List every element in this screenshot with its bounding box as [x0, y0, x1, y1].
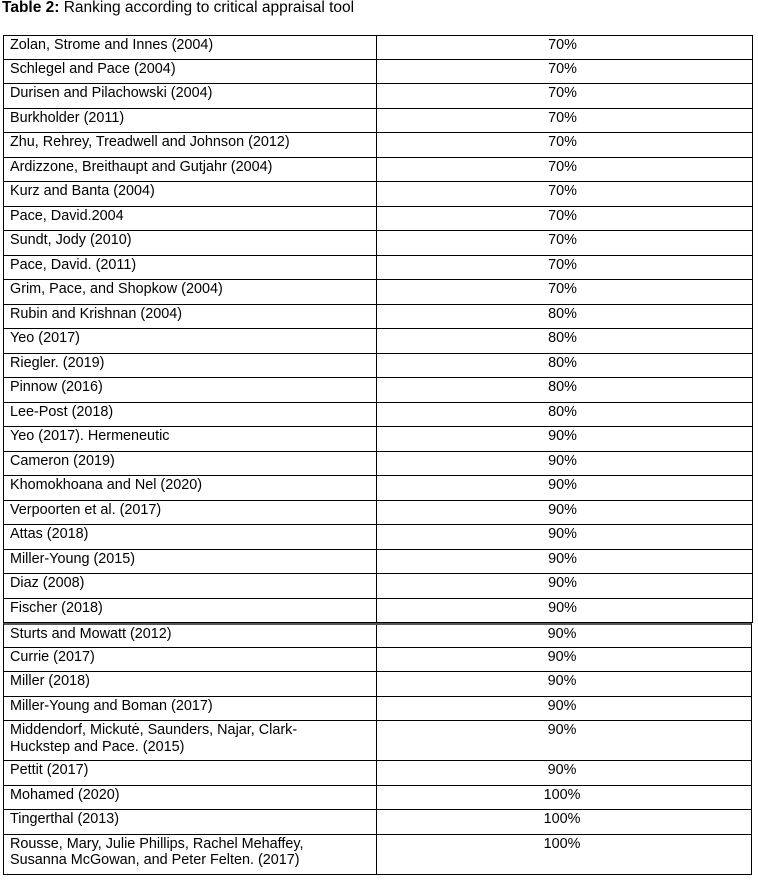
- table-row: [3, 329, 753, 354]
- score-cell: 90%: [548, 477, 577, 493]
- table-row: [3, 231, 753, 256]
- table-row: [3, 354, 753, 379]
- study-cell: Pettit (2017): [4, 761, 377, 785]
- score-cell: 80%: [548, 305, 577, 322]
- table-row: [3, 133, 753, 158]
- table-row: [3, 403, 753, 428]
- study-cell: Verpoorten et al. (2017): [4, 501, 377, 525]
- table-row: [3, 574, 753, 599]
- score-cell: 90%: [547, 673, 577, 689]
- study-cell: Sundt, Jody (2010): [4, 231, 377, 255]
- study-cell: Currie (2017): [4, 648, 377, 672]
- study-cell: Attas (2018): [4, 525, 377, 549]
- score-cell: 90%: [547, 762, 577, 778]
- table-row: [3, 378, 753, 403]
- table-row: [3, 280, 753, 305]
- score-cell: 90%: [548, 599, 577, 616]
- score-cell: 90%: [547, 648, 577, 665]
- study-cell: Middendorf, Mickutė, Saunders, Najar, Clark- Huckstep and Pace. (2015): [4, 721, 377, 760]
- score-cell: 70%: [548, 37, 577, 53]
- table-caption: [2, 0, 354, 18]
- study-cell: Pace, David.2004: [4, 207, 377, 231]
- score-cell: 100%: [543, 811, 581, 827]
- score-cell: 80%: [548, 379, 577, 395]
- study-cell: Miller (2018): [4, 672, 377, 696]
- score-cell: 90%: [547, 722, 577, 738]
- table-row: [3, 35, 753, 60]
- study-cell: Fischer (2018): [4, 599, 377, 623]
- study-cell: Zolan, Strome and Innes (2004): [4, 36, 377, 59]
- score-cell: 80%: [548, 354, 577, 371]
- table-row: [3, 648, 752, 673]
- study-cell: Schlegel and Pace (2004): [4, 60, 377, 84]
- table-row: [3, 672, 752, 697]
- score-cell: 70%: [548, 85, 577, 101]
- study-cell: Cameron (2019): [4, 452, 377, 476]
- score-cell: 80%: [548, 330, 577, 346]
- table-row: [3, 84, 753, 109]
- study-cell: Yeo (2017). Hermeneutic: [4, 427, 377, 451]
- table-row: [3, 109, 753, 134]
- score-cell: 70%: [548, 207, 577, 224]
- table-caption-text: Ranking according to critical appraisal tool: [59, 0, 355, 16]
- study-cell: Kurz and Banta (2004): [4, 182, 377, 206]
- study-cell: Grim, Pace, and Shopkow (2004): [4, 280, 377, 304]
- study-cell: Pace, David. (2011): [4, 256, 377, 280]
- score-cell: 100%: [543, 786, 581, 803]
- table-row: [3, 623, 752, 648]
- score-cell: 90%: [548, 526, 577, 542]
- table-row: [3, 207, 753, 232]
- score-cell: 70%: [548, 158, 577, 175]
- table-row: [3, 721, 752, 761]
- study-cell: Khomokhoana and Nel (2020): [4, 476, 377, 500]
- study-cell: Zhu, Rehrey, Treadwell and Johnson (2012): [4, 133, 377, 157]
- score-cell: 90%: [548, 428, 577, 444]
- score-cell: 90%: [548, 575, 577, 591]
- table-row: [3, 427, 753, 452]
- table-row: [3, 182, 753, 207]
- score-cell: 90%: [548, 501, 577, 518]
- study-cell: Durisen and Pilachowski (2004): [4, 84, 377, 108]
- table-row: [3, 525, 753, 550]
- table-row: [3, 761, 752, 786]
- table-caption-label: Table 2:: [2, 0, 60, 16]
- table-row: [3, 158, 753, 183]
- score-cell: 90%: [547, 697, 577, 714]
- table-row: [3, 810, 752, 835]
- score-cell: 70%: [548, 281, 577, 297]
- score-cell: 100%: [543, 835, 581, 852]
- score-cell: 90%: [548, 550, 577, 567]
- study-cell: Rubin and Krishnan (2004): [4, 305, 377, 329]
- score-cell: 70%: [548, 232, 577, 248]
- ranking-table: [3, 35, 753, 875]
- score-cell: 70%: [548, 256, 577, 273]
- study-cell: Sturts and Mowatt (2012): [4, 625, 377, 647]
- score-cell: 80%: [548, 403, 577, 420]
- table-row: [3, 452, 753, 477]
- table-row: [3, 256, 753, 281]
- table-row: [3, 501, 753, 526]
- table-row: [3, 305, 753, 330]
- study-cell: Tingerthal (2013): [4, 810, 377, 834]
- table-row: [3, 60, 753, 85]
- study-cell: Burkholder (2011): [4, 109, 377, 133]
- study-cell: Miller-Young and Boman (2017): [4, 697, 377, 721]
- study-cell: Pinnow (2016): [4, 378, 377, 402]
- table-row: [3, 786, 752, 811]
- score-cell: 70%: [548, 60, 577, 77]
- study-cell: Ardizzone, Breithaupt and Gutjahr (2004): [4, 158, 377, 182]
- table-row: [3, 599, 753, 624]
- table-row: [3, 476, 753, 501]
- table-row: [3, 697, 752, 722]
- study-cell: Riegler. (2019): [4, 354, 377, 378]
- study-cell: Yeo (2017): [4, 329, 377, 353]
- score-cell: 90%: [547, 626, 577, 642]
- study-cell: Miller-Young (2015): [4, 550, 377, 574]
- table-row: [3, 550, 753, 575]
- score-cell: 70%: [548, 109, 577, 126]
- study-cell: Rousse, Mary, Julie Phillips, Rachel Mehaffey, Susanna McGowan, and Peter Felten. (2017): [4, 835, 377, 874]
- study-cell: Mohamed (2020): [4, 786, 377, 810]
- score-cell: 70%: [548, 134, 577, 150]
- study-cell: Lee-Post (2018): [4, 403, 377, 427]
- study-cell: Diaz (2008): [4, 574, 377, 598]
- score-cell: 70%: [548, 183, 577, 199]
- score-cell: 90%: [548, 452, 577, 469]
- table-row: [3, 835, 752, 875]
